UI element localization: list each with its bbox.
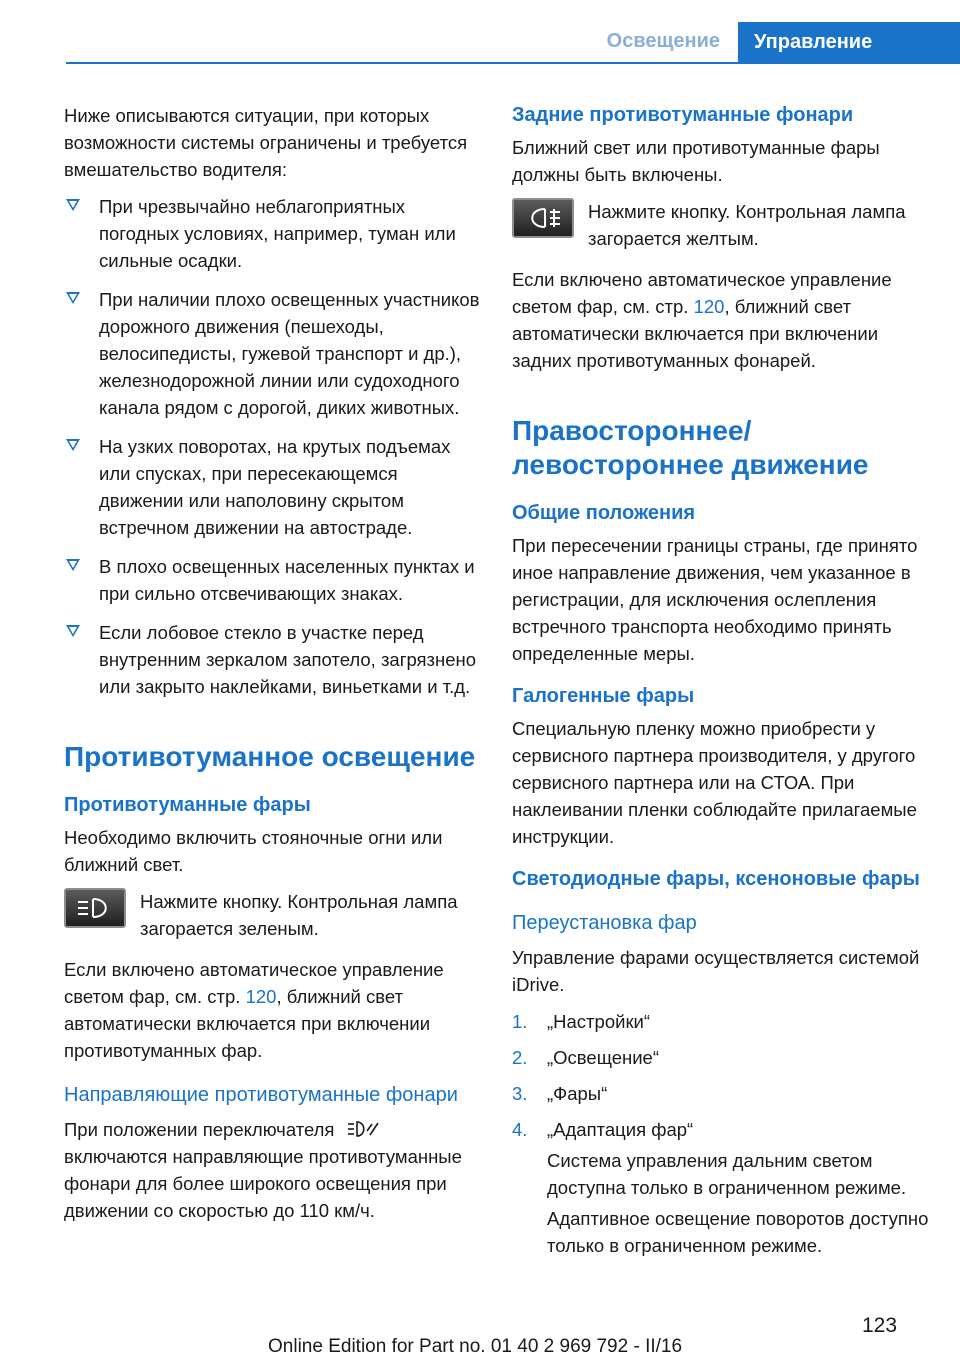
bullet-triangle-icon [66,199,80,211]
subheading-fog-lights: Противотуманные фары [64,794,311,816]
steps-list [512,1008,932,1259]
list-item: При чрезвычайно неблагоприятных погодных условиях, например, туман или сильные осадки. [64,193,482,274]
section-tab-lighting[interactable]: Освещение [606,30,720,52]
section-tab-control[interactable]: Управление [738,22,960,62]
subheading-rear-fog-lights: Задние противотуманные фонари [512,104,854,126]
page-number: 123 [862,1314,898,1337]
step-note: Адаптивное освещение поворотов доступно только в ограниченном режиме. [547,1208,929,1256]
rear-fog-button-row [512,198,932,252]
right-column [512,102,932,1268]
front-fog-light-button-icon [64,888,126,928]
list-item: Если лобовое стекло в участке перед внутренним зеркалом запотело, загрязнено или закрыто наклейками, виньетками и т.д. [64,619,482,700]
bullet-triangle-icon [66,559,80,571]
rear-fog-light-button-icon [512,198,574,238]
list-item: В плохо освещенных населенных пунктах и при сильно отсвечивающих знаках. [64,553,482,607]
rear-fog-text: Ближний свет или противотуманные фары должны быть включены. [512,137,880,185]
list-item: 2. „Освещение“ [512,1047,660,1068]
list-item: 4. „Адаптация фар“ Система управления дальним светом доступна только в ограниченном режиме. Адаптивное освещение поворотов доступно только в ограниченном режиме. [512,1116,932,1259]
fog-button-text: Нажмите кнопку. Контрольная лампа загорается зеленым. [140,891,458,939]
list-item: На узких поворотах, на крутых подъемах или спусках, при пересекающемся движении или наполовину скрытом встречном движении на автостраде. [64,433,482,541]
page-link[interactable]: 120 [245,986,277,1007]
subheading-reset-headlights: Переустановка фар [512,912,697,934]
page-header [66,22,960,64]
general-text: При пересечении границы страны, где принято иное направление движения, чем указанное в регистрации, для исключения ослепления встречного транспорта необходимо принять определенные меры. [512,535,918,664]
subheading-general: Общие положения [512,502,696,524]
reset-text: Управление фарами осуществляется системой iDrive. [512,947,920,995]
list-item: 1. „Настройки“ [512,1011,651,1032]
fog-text: Необходимо включить стояночные огни или ближний свет. [64,827,443,875]
left-column [64,102,482,1234]
light-switch-position-icon [344,1118,384,1140]
fog-button-row [64,888,482,942]
subheading-cornering-lights: Направляющие противотуманные фонари [64,1084,458,1106]
bullet-triangle-icon [66,292,80,304]
rear-auto-text: Если включено автоматическое управление светом фар, см. стр. 120, ближний свет автоматически включается при включении задних противотуманных фонарей. [512,269,892,371]
intro-text: Ниже описываются ситуации, при которых возможности системы ограничены и требуется вмешательство водителя: [64,105,468,180]
section-heading-fog-lighting: Противотуманное освещение [64,741,476,772]
page-link[interactable]: 120 [693,296,725,317]
list-item: При наличии плохо освещенных участников дорожного движения (пешеходы, велосипедисты, гужевой транспорт и др.), железнодорожной линии или судоходного канала рядом с дорогой, диких животных. [64,286,482,421]
bullet-triangle-icon [66,439,80,451]
halogen-text: Специальную пленку можно приобрести у сервисного партнера производителя, у другого сервисного партнера или на СТОА. При наклеивании пленки соблюдайте прилагаемые инструкции. [512,718,917,847]
cornering-text: При положении переключателя включаются направляющие противотуманные фонари для более широкого освещения при движении со скоростью до 110 км/ч. [64,1119,462,1221]
bullet-triangle-icon [66,625,80,637]
fog-auto-text: Если включено автоматическое управление светом фар, см. стр. 120, ближний свет автоматически включается при включении противотуманных фар. [64,959,444,1061]
step-note: Система управления дальним светом доступна только в ограниченном режиме. [547,1150,907,1198]
section-heading-traffic-side: Правостороннее/ левостороннее движение [512,415,869,480]
subheading-halogen: Галогенные фары [512,685,695,707]
footer-edition: Online Edition for Part no. 01 40 2 969 792 - II/16 [268,1336,683,1357]
subheading-led-xenon: Светодиодные фары, ксеноновые фары [512,868,920,890]
limitation-list [64,193,482,700]
list-item: 3. „Фары“ [512,1083,608,1104]
rear-fog-button-text: Нажмите кнопку. Контрольная лампа загорается желтым. [588,201,906,249]
